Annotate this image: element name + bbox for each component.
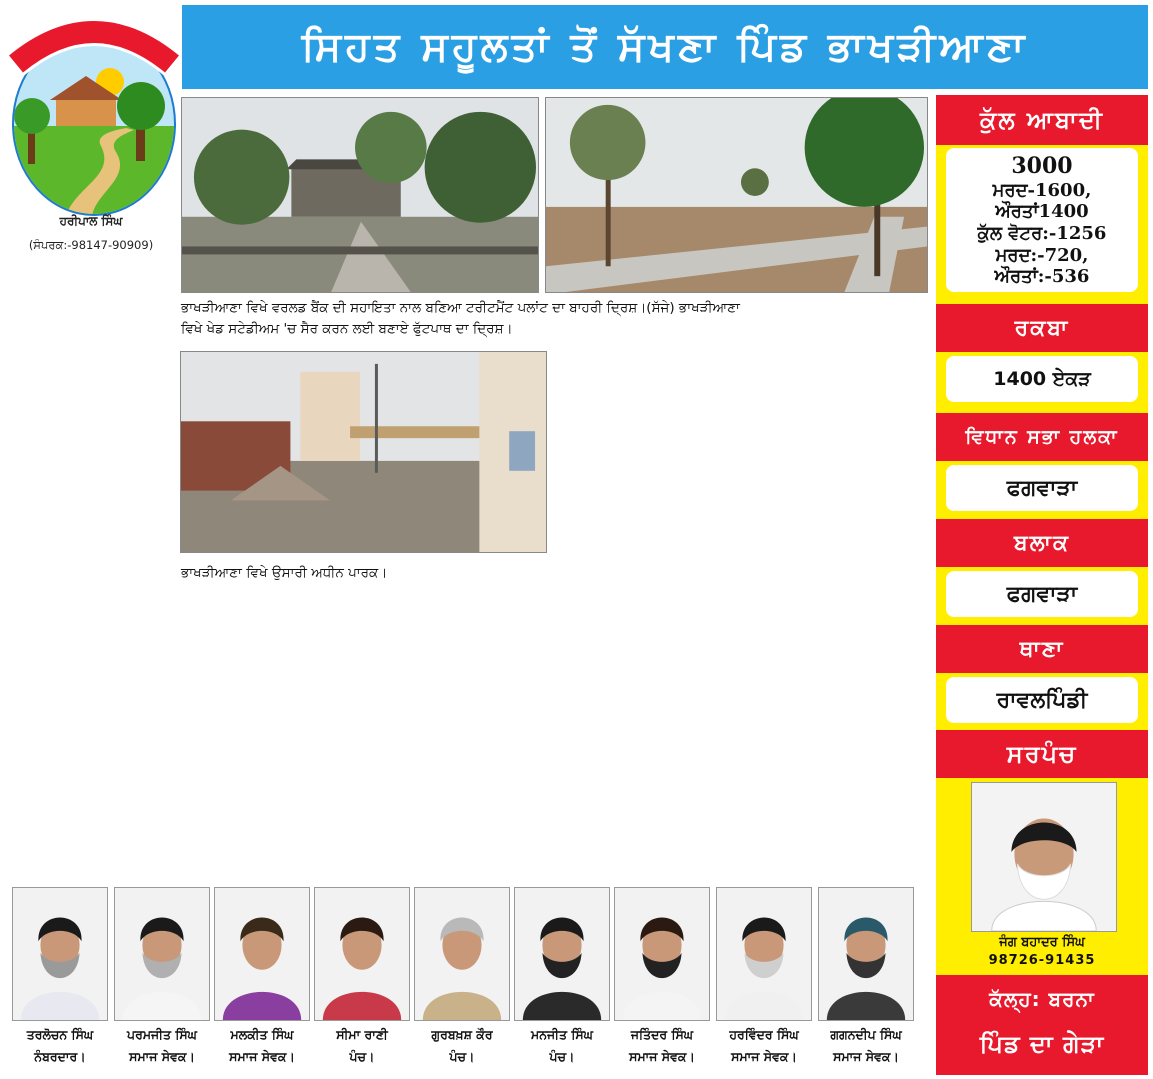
block-value: ਫਗਵਾੜਾ: [946, 571, 1138, 617]
person-role: ਪੰਚ।: [549, 1049, 575, 1064]
person-portrait-icon: [315, 888, 409, 1020]
person-card: [514, 887, 610, 1064]
photos-caption-line-1: ਭਾਖੜੀਆਣਾ ਵਿਖੇ ਵਰਲਡ ਬੈਂਕ ਦੀ ਸਹਾਇਤਾ ਨਾਲ ਬਣਿਆ ਟਰੀਟਮੈਂਟ ਪਲਾਂਟ ਦਾ ਬਾਹਰੀ ਦ੍ਰਿਸ਼।(ਸੱਜੇ) ਭਾਖੜੀਆਣਾ: [181, 300, 740, 316]
person-name: ਹਰਵਿੰਦਰ ਸਿੰਘ: [729, 1027, 799, 1042]
constituency-heading: ਵਿਧਾਨ ਸਭਾ ਹਲਕਾ: [936, 413, 1148, 461]
person-name: ਸੀਮਾ ਰਾਣੀ: [336, 1027, 388, 1042]
person-portrait-icon: [13, 888, 107, 1020]
person-name: ਮਨਜੀਤ ਸਿੰਘ: [531, 1027, 593, 1042]
person-photo: [114, 887, 210, 1021]
person-name: ਤਰਲੋਚਨ ਸਿੰਘ: [26, 1027, 94, 1042]
person-role: ਨੰਬਰਦਾਰ।: [34, 1049, 86, 1064]
village-landscape-logo-icon: [6, 6, 182, 216]
treatment-plant-photo: [181, 97, 539, 293]
person-name: ਮਲਕੀਤ ਸਿੰਘ: [230, 1027, 294, 1042]
person-card: [214, 887, 310, 1064]
person-portrait-icon: [717, 888, 811, 1020]
person-card: [818, 887, 914, 1064]
population-total: 3000: [1011, 153, 1073, 179]
block-heading: ਬਲਾਕ: [936, 519, 1148, 567]
stadium-footpath-photo: [545, 97, 928, 293]
person-portrait-icon: [215, 888, 309, 1020]
next-edition-line-1: ਕੱਲ੍ਹ: ਬਰਨਾ: [989, 987, 1095, 1011]
headline-banner: [182, 5, 1148, 89]
sarpanch-heading: ਸਰਪੰਚ: [936, 730, 1148, 778]
person-name: ਜਤਿੰਦਰ ਸਿੰਘ: [630, 1027, 694, 1042]
photos-caption-line-2: ਵਿਖੇ ਖੇਡ ਸਟੇਡੀਅਮ 'ਚ ਸੈਰ ਕਰਨ ਲਈ ਬਣਾਏ ਫੁੱਟਪਾਥ ਦਾ ਦ੍ਰਿਸ਼।: [181, 321, 513, 337]
person-role: ਸਮਾਜ ਸੇਵਕ।: [129, 1049, 195, 1064]
park-caption: ਭਾਖੜੀਆਣਾ ਵਿਖੇ ਉਸਾਰੀ ਅਧੀਨ ਪਾਰਕ।: [181, 565, 388, 581]
park-under-construction-photo: [180, 351, 547, 553]
constituency-value: ਫਗਵਾੜਾ: [946, 465, 1138, 511]
person-portrait-icon: [115, 888, 209, 1020]
sarpanch-phone: 98726-91435: [988, 953, 1096, 968]
person-role: ਸਮਾਜ ਸੇਵਕ।: [629, 1049, 695, 1064]
person-role: ਸਮਾਜ ਸੇਵਕ।: [731, 1049, 797, 1064]
person-role: ਸਮਾਜ ਸੇਵਕ।: [833, 1049, 899, 1064]
person-card: [12, 887, 108, 1064]
person-name: ਗਗਨਦੀਪ ਸਿੰਘ: [830, 1027, 902, 1042]
next-edition-line-2: ਪਿੰਡ ਦਾ ਗੇੜਾ: [979, 1030, 1105, 1058]
person-role: ਪੰਚ।: [449, 1049, 475, 1064]
person-portrait-icon: [819, 888, 913, 1020]
area-heading: ਰਕਬਾ: [936, 304, 1148, 352]
person-role: ਪੰਚ।: [349, 1049, 375, 1064]
person-photo: [514, 887, 610, 1021]
next-edition-box: [936, 975, 1148, 1075]
population-box: [946, 148, 1138, 292]
headline-title: ਸਿਹਤ ਸਹੂਲਤਾਂ ਤੋਂ ਸੱਖਣਾ ਪਿੰਡ ਭਾਖੜੀਆਣਾ: [301, 24, 1029, 70]
sarpanch-portrait-icon: [972, 783, 1116, 931]
reporter-contact: (ਸੰਪਰਕ:-98147-90909): [28, 238, 154, 252]
person-portrait-icon: [515, 888, 609, 1020]
total-voters: ਕੁੱਲ ਵੋਟਰ:-1256: [977, 223, 1107, 244]
person-photo: [818, 887, 914, 1021]
person-role: ਸਮਾਜ ਸੇਵਕ।: [229, 1049, 295, 1064]
sarpanch-name: ਜੰਗ ਬਹਾਦਰ ਸਿੰਘ: [999, 935, 1085, 950]
population-heading: ਕੁੱਲ ਆਬਾਦੀ: [936, 95, 1148, 145]
person-card: [314, 887, 410, 1064]
person-photo: [414, 887, 510, 1021]
population-gender: ਮਰਦ-1600, ਔਰਤਾਂ1400: [992, 180, 1092, 222]
person-photo: [716, 887, 812, 1021]
area-value: 1400 ਏਕੜ: [946, 356, 1138, 402]
police-station-value: ਰਾਵਲਪਿੰਡੀ: [946, 677, 1138, 723]
person-card: [114, 887, 210, 1064]
person-card: [716, 887, 812, 1064]
person-photo: [12, 887, 108, 1021]
photos-caption: [181, 298, 931, 340]
person-portrait-icon: [615, 888, 709, 1020]
person-photo: [314, 887, 410, 1021]
person-photo: [614, 887, 710, 1021]
person-photo: [214, 887, 310, 1021]
voters-gender: ਮਰਦ:-720, ਔਰਤਾਂ:-536: [994, 245, 1090, 287]
pind-da-gerha-logo: [6, 6, 182, 226]
sarpanch-photo: [971, 782, 1117, 932]
reporter-name: ਹਰੀਪਾਲ ਸਿੰਘ: [59, 214, 123, 228]
person-name: ਪਰਮਜੀਤ ਸਿੰਘ: [127, 1027, 197, 1042]
police-station-heading: ਥਾਣਾ: [936, 625, 1148, 673]
person-name: ਗੁਰਬਖ਼ਸ਼ ਕੌਰ: [431, 1027, 493, 1042]
person-card: [414, 887, 510, 1064]
person-portrait-icon: [415, 888, 509, 1020]
person-card: [614, 887, 710, 1064]
